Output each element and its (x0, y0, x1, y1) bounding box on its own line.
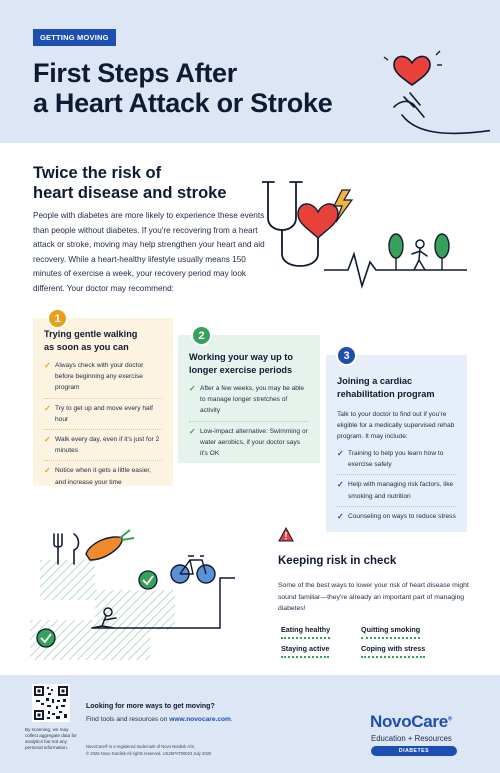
tip-eating-healthy: Eating healthy (281, 625, 330, 639)
list-item-text: Training to help you learn how to exercise safely (348, 450, 444, 469)
check-icon: ✓ (44, 435, 51, 445)
fork-icon (54, 534, 62, 564)
heart-icon (384, 51, 442, 85)
brand-mark: ® (447, 716, 453, 723)
check-icon (139, 571, 157, 589)
step-heading-line1: Trying gentle walking (44, 329, 138, 339)
list-item-text: Low-impact alternative: Swimming or water aerobics, if your doctor says it's OK (200, 427, 308, 458)
more-heading: Looking for more ways to get moving? (86, 703, 215, 710)
brand-subtitle: Education + Resources (371, 734, 452, 743)
intro-heading (33, 163, 227, 203)
list-item (337, 479, 456, 506)
header-illustration (380, 35, 490, 145)
brand-badge: DIABETES (371, 746, 457, 756)
list-item (189, 383, 309, 422)
page-title-line2: a Heart Attack or Stroke (33, 88, 333, 118)
more-text (86, 716, 233, 723)
step-number-badge: 3 (336, 345, 357, 366)
step-heading-line2: longer exercise periods (189, 365, 293, 375)
page-title-line1: First Steps After (33, 58, 237, 88)
list-item-text: Try to get up and move every half hour (55, 404, 153, 423)
risk-heading: Keeping risk in check (278, 555, 397, 567)
step-heading-line2: as soon as you can (44, 342, 129, 352)
tip-coping-with-stress: Coping with stress (361, 644, 425, 658)
category-tag: GETTING MOVING (33, 29, 116, 46)
step-heading (189, 351, 309, 377)
brand-name: NovoCare (370, 712, 448, 731)
check-icon: ✓ (337, 480, 344, 490)
tree-icon (435, 234, 449, 270)
step-heading-line1: Working your way up to (189, 352, 293, 362)
knife-icon (74, 534, 79, 564)
list-item (189, 426, 309, 464)
step-number-badge: 2 (191, 325, 212, 346)
check-icon: ✓ (44, 466, 51, 476)
intro-heading-line1: Twice the risk of (33, 164, 162, 182)
step-list (189, 383, 309, 463)
list-item-text: After a few weeks, you may be able to manage longer stretches of activity (200, 385, 305, 415)
step-card-1 (33, 312, 173, 486)
list-item (44, 434, 162, 461)
check-icon: ✓ (44, 403, 51, 413)
list-item (337, 448, 456, 475)
activity-scene (30, 520, 250, 665)
list-item (44, 360, 162, 399)
bicycle-icon (171, 556, 215, 583)
list-item-text: Always check with your doctor before beginning any exercise program (55, 362, 144, 392)
stethoscope-scene (262, 170, 477, 295)
list-item-text: Help with managing risk factors, like smoking and nutrition (348, 481, 454, 500)
risk-paragraph: Some of the best ways to lower your risk of heart disease might sound familiar—they're already an important part of managing diabetes! (278, 582, 469, 612)
check-icon: ✓ (337, 511, 344, 521)
intro-heading-line2: heart disease and stroke (33, 184, 227, 202)
list-item-text: Walk every day, even if it's just for 2 minutes (55, 436, 160, 455)
waving-hand-icon (394, 93, 490, 133)
person-icon (412, 240, 427, 270)
step-number-badge: 1 (47, 308, 68, 329)
brand-logo (370, 712, 452, 732)
list-item-text: Counseling on ways to reduce stress (348, 512, 456, 520)
legal-text (86, 743, 211, 757)
list-item (337, 511, 456, 526)
step-list (337, 448, 456, 526)
tree-icon (389, 234, 403, 270)
tip-staying-active: Staying active (281, 644, 329, 658)
warning-icon (278, 527, 294, 543)
check-icon: ✓ (189, 384, 196, 393)
step-card-2 (178, 329, 320, 463)
novocare-link[interactable]: www.novocare.com (169, 716, 231, 723)
intro-paragraph: People with diabetes are more likely to experience these events than people without diabetes. If you're recovering from a heart attack or stroke, moving may help strengthen your heart and aid recovery. While a heart-healthy lifestyle usually means 150 minutes of exercise a week, your recovery period may look different. Your doctor may recommend: (33, 211, 265, 293)
step-list (44, 360, 162, 492)
check-icon: ✓ (337, 449, 344, 458)
more-text-end: . (230, 716, 233, 723)
step-paragraph: Talk to your doctor to find out if you're eligible for a medically supervised rehab program. It may include: (337, 411, 455, 440)
legal-line1: NovoCare® is a registered trademark of Novo Nordisk A/S. (86, 744, 196, 749)
qr-disclaimer: By scanning, we may collect aggregate data for analytics but not any personal information. (25, 727, 77, 750)
step-heading (44, 328, 162, 354)
list-item (44, 465, 162, 491)
check-icon: ✓ (44, 361, 51, 370)
step-heading-line1: Joining a cardiac (337, 376, 413, 386)
step-card-3 (326, 349, 467, 532)
tip-quitting-smoking: Quitting smoking (361, 625, 420, 639)
carrot-icon (86, 530, 134, 560)
hatched-step (40, 560, 95, 600)
more-text-lead: Find tools and resources on (86, 716, 168, 723)
list-item-text: Notice when it gets a little easier, and increase your time (55, 467, 152, 486)
check-icon: ✓ (189, 426, 196, 436)
list-item (44, 403, 162, 430)
qr-code[interactable] (32, 684, 70, 722)
page-title (33, 58, 332, 118)
step-heading (337, 375, 456, 401)
check-icon (37, 629, 55, 647)
step-heading-line2: rehabilitation program (337, 389, 435, 399)
legal-line2: © 2025 Novo Nordisk All rights reserved. US25PAT00023 July 2025 (86, 751, 212, 756)
heart-icon (298, 204, 338, 238)
